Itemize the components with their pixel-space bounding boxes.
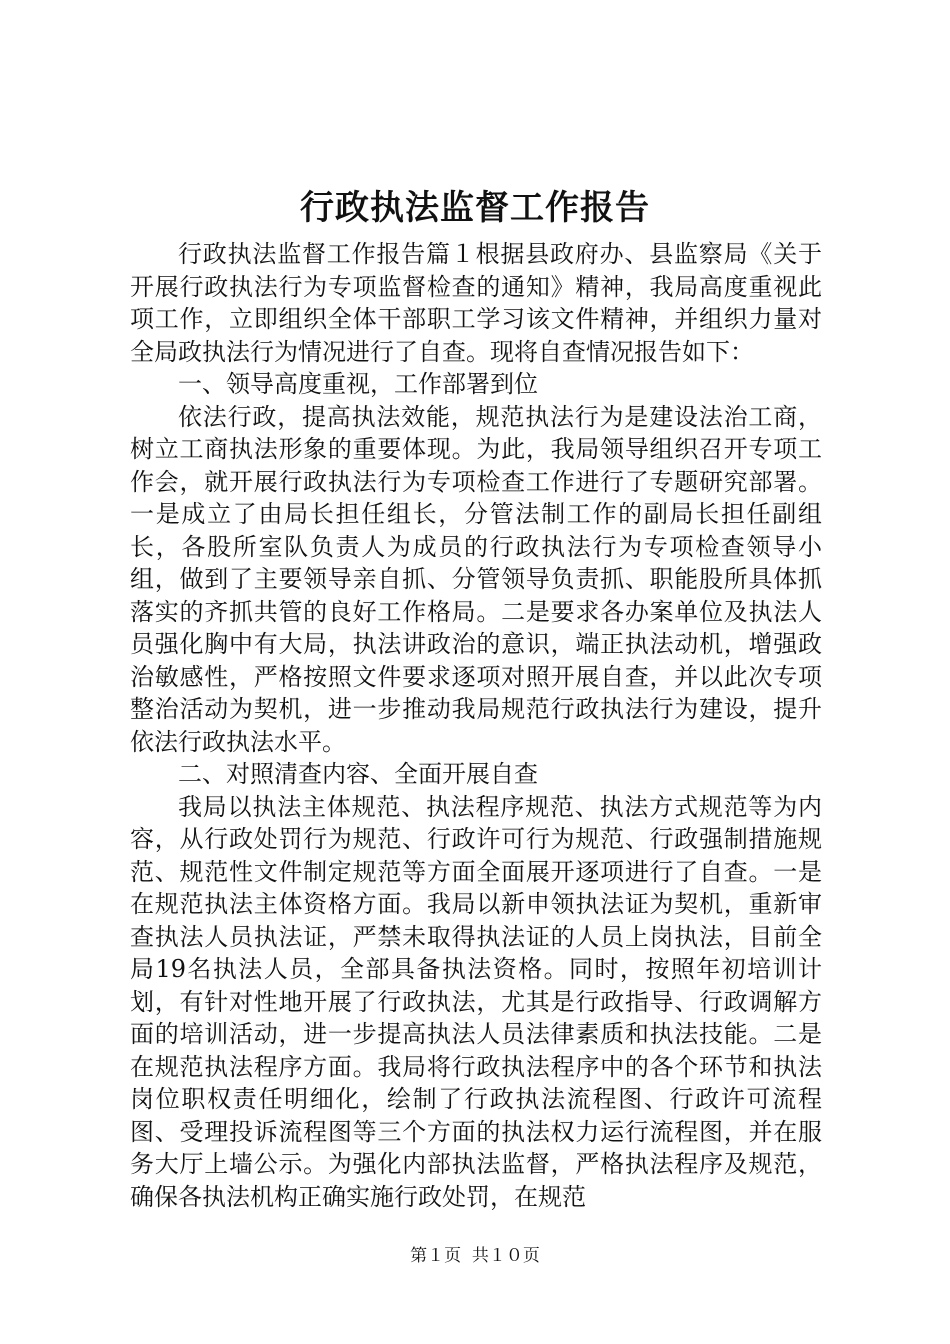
document-body [130, 238, 822, 1213]
document-title: 行政执法监督工作报告 [300, 188, 650, 228]
page-footer [0, 1244, 950, 1268]
paragraph-section-1: 依法行政，提高执法效能，规范执法行为是建设法治工商，树立工商执法形象的重要体现。为此，我局领导组织召开专项工作会，就开展行政执法行为专项检查工作进行了专题研究部署。一是成立了由局长担任组长，分管法制工作的副局长担任副组长，各股所室队负责人为成员的行政执法行为专项检查领导小组，做到了主要领导亲自抓、分管领导负责抓、职能股所具体抓落实的齐抓共管的良好工作格局。二是要求各办案单位及执法人员强化胸中有大局，执法讲政治的意识，端正执法动机，增强政治敏感性，严格按照文件要求逐项对照开展自查，并以此次专项整治活动为契机，进一步推动我局规范行政执法行为建设，提升依法行政执法水平。 [130, 402, 822, 756]
paragraph-section-2: 我局以执法主体规范、执法程序规范、执法方式规范等为内容，从行政处罚行为规范、行政许可行为规范、行政强制措施规范、规范性文件制定规范等方面全面展开逐项进行了自查。一是在规范执法主体资格方面。我局以新申领执法证为契机，重新审查执法人员执法证，严禁未取得执法证的人员上岗执法，目前全局19名执法人员，全部具备执法资格。同时，按照年初培训计划，有针对性地开展了行政执法，尤其是行政指导、行政调解方面的培训活动，进一步提高执法人员法律素质和执法技能。二是在规范执法程序方面。我局将行政执法程序中的各个环节和执法岗位职权责任明细化，绘制了行政执法流程图、行政许可流程图、受理投诉流程图等三个方面的执法权力运行流程图，并在服务大厅上墙公示。为强化内部执法监督，严格执法程序及规范，确保各执法机构正确实施行政处罚，在规范 [130, 792, 822, 1211]
page-number: 第１页 [410, 1246, 462, 1266]
paragraph-intro: 行政执法监督工作报告篇１根据县政府办、县监察局《关于开展行政执法行为专项监督检查的通知》精神，我局高度重视此项工作，立即组织全体干部职工学习该文件精神，并组织力量对全局政执法行为情况进行了自查。现将自查情况报告如下： [130, 240, 822, 366]
section-heading-1: 一、领导高度重视，工作部署到位 [178, 370, 538, 398]
section-heading-2: 二、对照清查内容、全面开展自查 [178, 760, 538, 788]
page-total: 共１０页 [471, 1246, 540, 1266]
